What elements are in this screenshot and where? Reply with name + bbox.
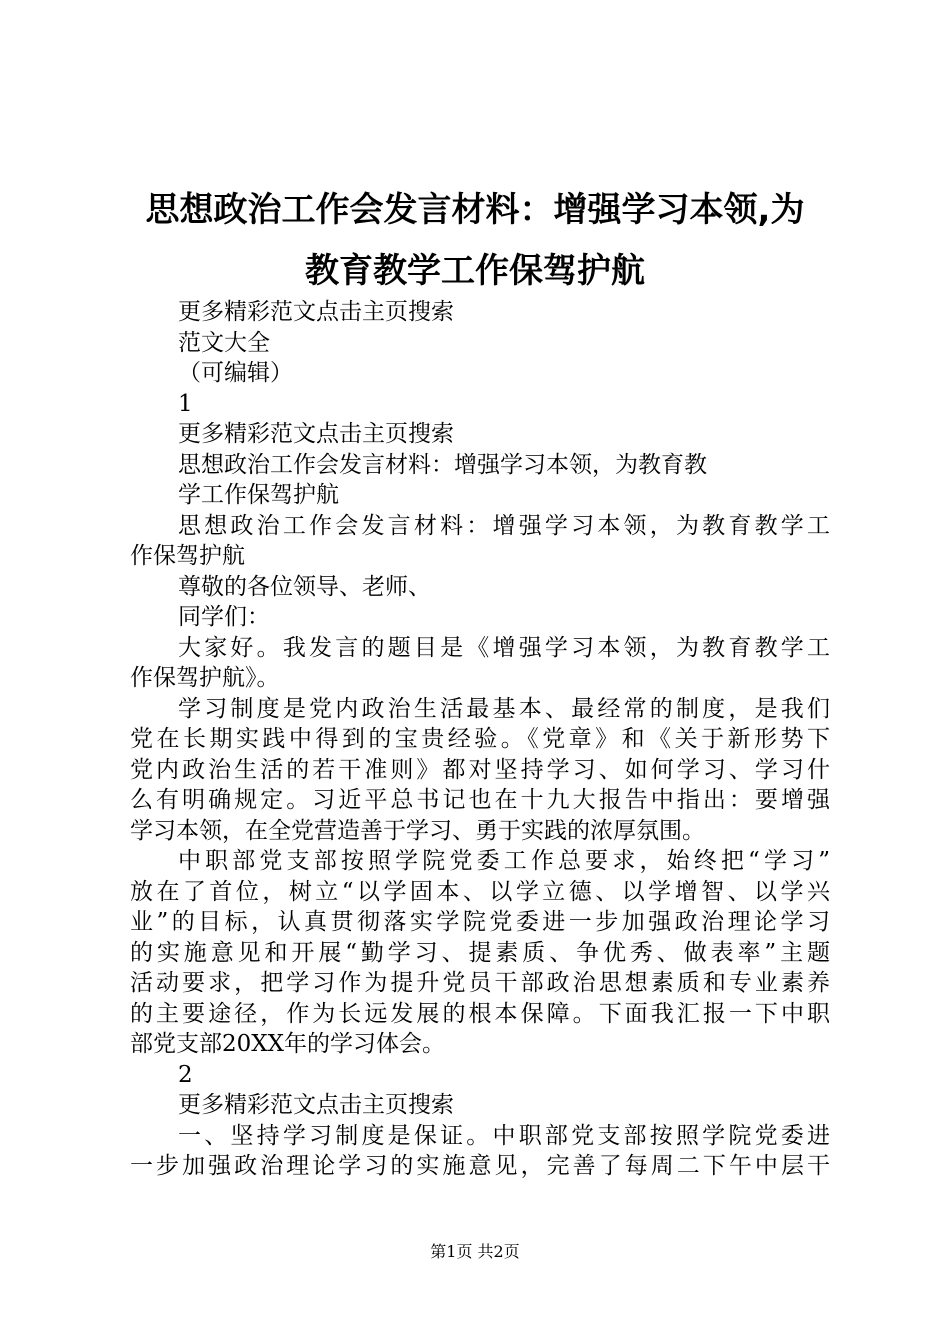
promo-text: 更多精彩范文点击主页搜索	[178, 299, 454, 325]
editable-note: （可编辑）	[178, 360, 293, 386]
body-line: 作保驾护航	[130, 543, 245, 569]
promo-text: 更多精彩范文点击主页搜索	[178, 1092, 454, 1118]
body-line: 一步加强政治理论学习的实施意见，完善了每周二下午中层干	[130, 1153, 830, 1179]
body-line: 中职部党支部按照学院党委工作总要求，始终把“学习”	[178, 848, 830, 874]
page-marker: 1	[178, 390, 193, 417]
body-line: 作保驾护航》。	[130, 665, 280, 691]
body-line: 学习制度是党内政治生活最基本、最经常的制度，是我们	[178, 695, 830, 722]
body-line: 放在了首位，树立“以学固本、以学立德、以学增智、以学兴	[130, 878, 830, 905]
body-line: 思想政治工作会发言材料：增强学习本领，为教育教	[178, 451, 707, 478]
body-line: 一、坚持学习制度是保证。中职部党支部按照学院党委进	[178, 1122, 830, 1149]
document-body	[130, 297, 830, 1182]
body-line: 尊敬的各位领导、老师、	[178, 573, 431, 600]
body-line: 党内政治生活的若干准则》都对坚持学习、如何学习、学习什	[130, 756, 830, 783]
document-title-line-1: 思想政治工作会发言材料：增强学习本领,为	[145, 190, 805, 230]
body-line: 活动要求，把学习作为提升党员干部政治思想素质和专业素养	[130, 970, 830, 996]
promo-text: 更多精彩范文点击主页搜索	[178, 421, 454, 447]
body-line: 么有明确规定。习近平总书记也在十九大报告中指出：要增强	[130, 787, 830, 813]
body-line: 的实施意见和开展“勤学习、提素质、争优秀、做表率”主题	[130, 939, 830, 966]
category-text: 范文大全	[178, 329, 270, 356]
page-footer: 第1页 共2页	[430, 1242, 520, 1261]
body-line: 业”的目标，认真贯彻落实学院党委进一步加强政治理论学习	[130, 909, 830, 935]
body-line: 大家好。我发言的题目是《增强学习本领，为教育教学工	[178, 634, 830, 661]
body-line: 的主要途径，作为长远发展的根本保障。下面我汇报一下中职	[130, 1000, 830, 1027]
page-marker: 2	[178, 1061, 193, 1088]
body-line: 学工作保驾护航	[178, 482, 339, 508]
body-line: 党在长期实践中得到的宝贵经验。《党章》和《关于新形势下	[130, 726, 830, 752]
body-line: 同学们：	[178, 604, 270, 630]
body-line: 部党支部20XX年的学习体会。	[130, 1031, 446, 1057]
document-title-line-2: 教育教学工作保驾护航	[305, 251, 645, 291]
body-line: 学习本领，在全党营造善于学习、勇于实践的浓厚氛围。	[130, 817, 705, 844]
body-line: 思想政治工作会发言材料：增强学习本领，为教育教学工	[178, 512, 830, 539]
